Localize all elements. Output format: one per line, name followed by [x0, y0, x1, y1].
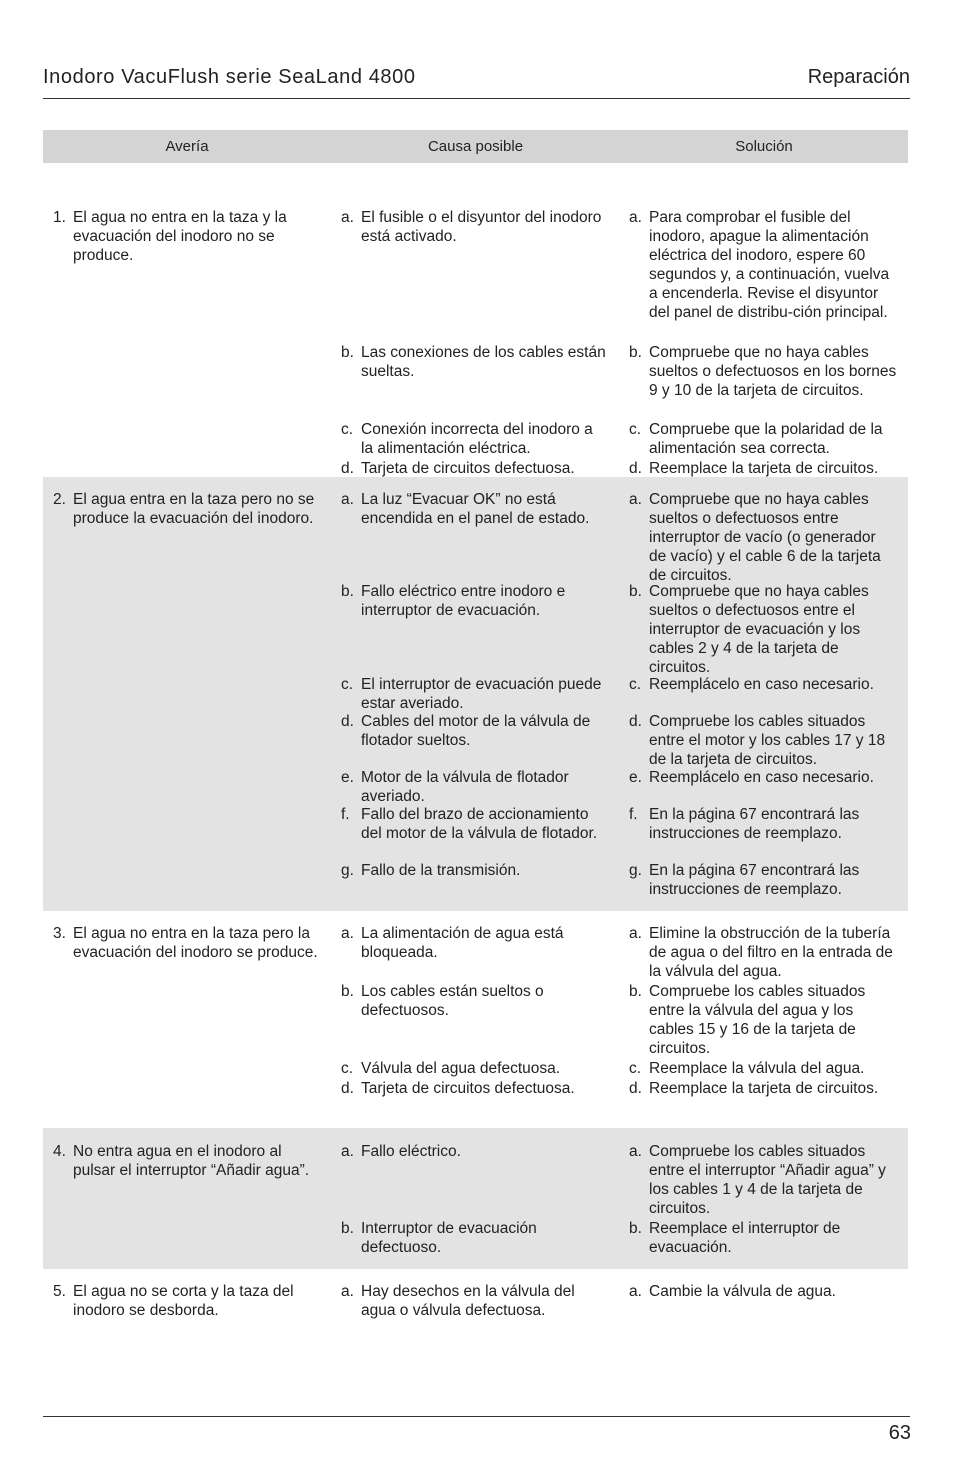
problem-3: 3. El agua no entra en la taza pero la evacuación del inodoro se produce.	[53, 925, 318, 961]
solution-item: c. Reemplace la válvula del agua.	[629, 1060, 865, 1077]
solution-item: d. Reemplace la tarjeta de circuitos.	[629, 460, 879, 477]
column-header-solucion: Solución	[735, 138, 793, 155]
cause-item: b. Fallo eléctrico entre inodoro e interruptor de evacuación.	[341, 583, 566, 619]
solution-item: a. Elimine la obstrucción de la tubería de agua o del filtro en la entrada de la válvula del agua.	[629, 925, 893, 980]
table-row	[43, 1128, 908, 1269]
cause-item: a. La alimentación de agua está bloqueada.	[341, 925, 564, 961]
cause-item: d. Tarjeta de circuitos defectuosa.	[341, 460, 575, 477]
solution-item: f. En la página 67 encontrará las instrucciones de reemplazo.	[629, 806, 860, 842]
cause-item: b. Interruptor de evacuación defectuoso.	[341, 1220, 537, 1256]
table-row	[43, 911, 908, 1128]
solution-item: b. Compruebe los cables situados entre la válvula del agua y los cables 15 y 16 de la tarjeta de circuitos.	[629, 983, 866, 1057]
cause-item: a. El fusible o el disyuntor del inodoro está activado.	[341, 209, 602, 245]
solution-item: b. Compruebe que no haya cables sueltos o defectuosos en los bornes 9 y 10 de la tarjeta de circuitos.	[629, 344, 897, 399]
solution-item: a. Compruebe los cables situados entre el interruptor “Añadir agua” y los cables 1 y 4 de la tarjeta de circuitos.	[629, 1143, 886, 1217]
page-header	[43, 64, 910, 99]
cause-item: d. Cables del motor de la válvula de flotador sueltos.	[341, 713, 591, 749]
solution-item: g. En la página 67 encontrará las instrucciones de reemplazo.	[629, 862, 860, 898]
problem-5: 5. El agua no se corta y la taza del inodoro se desborda.	[53, 1283, 294, 1319]
cause-item: c. Válvula del agua defectuosa.	[341, 1060, 561, 1077]
cause-item: c. El interruptor de evacuación puede estar averiado.	[341, 676, 602, 712]
cause-item: f. Fallo del brazo de accionamiento del motor de la válvula de flotador.	[341, 806, 598, 842]
page-number: 63	[888, 1422, 911, 1444]
problem-2: 2. El agua entra en la taza pero no se produce la evacuación del inodoro.	[53, 491, 315, 527]
cause-item: b. Las conexiones de los cables están sueltas.	[341, 344, 606, 380]
cause-item: d. Tarjeta de circuitos defectuosa.	[341, 1080, 575, 1097]
cause-item: b. Los cables están sueltos o defectuosos.	[341, 983, 544, 1019]
cause-item: c. Conexión incorrecta del inodoro a la alimentación eléctrica.	[341, 421, 593, 457]
solution-item: a. Compruebe que no haya cables sueltos o defectuosos entre interruptor de vacío (o generador de vacío) y el cable 6 de la tarjeta de circuitos.	[629, 491, 881, 584]
solution-item: c. Reemplácelo en caso necesario.	[629, 676, 874, 693]
column-header-averia: Avería	[165, 138, 209, 155]
solution-item: d. Reemplace la tarjeta de circuitos.	[629, 1080, 879, 1097]
solution-item: d. Compruebe los cables situados entre el motor y los cables 17 y 18 de la tarjeta de circuitos.	[629, 713, 886, 768]
solution-item: b. Reemplace el interruptor de evacuación.	[629, 1220, 841, 1256]
cause-item: a. Hay desechos en la válvula del agua o válvula defectuosa.	[341, 1283, 575, 1319]
troubleshooting-table	[43, 130, 908, 1359]
table-row	[43, 477, 908, 911]
footer-divider	[43, 1416, 910, 1417]
cause-item: g. Fallo de la transmisión.	[341, 862, 521, 879]
cause-item: a. Fallo eléctrico.	[341, 1143, 461, 1160]
column-header-causa: Causa posible	[427, 138, 524, 155]
solution-item: b. Compruebe que no haya cables sueltos o defectuosos entre el interruptor de evacuación y los cables 2 y 4 de la tarjeta de circuitos.	[629, 583, 869, 676]
problem-4: 4. No entra agua en el inodoro al pulsar el interruptor “Añadir agua”.	[53, 1143, 310, 1179]
problem-1: 1. El agua no entra en la taza y la evacuación del inodoro no se produce.	[53, 209, 287, 264]
solution-item: a. Para comprobar el fusible del inodoro, apague la alimentación eléctrica del inodoro, espere 60 segundos y, a continuación, vuelva a encenderla. Revise el disyuntor del panel de distribu-ción principal.	[629, 209, 890, 321]
section-title: Reparación	[807, 66, 910, 88]
table-row	[43, 1269, 908, 1359]
cause-item: e. Motor de la válvula de flotador averiado.	[341, 769, 569, 805]
solution-item: a. Cambie la válvula de agua.	[629, 1283, 836, 1300]
solution-item: e. Reemplácelo en caso necesario.	[629, 769, 874, 786]
table-header	[43, 130, 908, 163]
table-row	[43, 163, 908, 477]
solution-item: c. Compruebe que la polaridad de la alimentación sea correcta.	[629, 421, 883, 457]
document-title: Inodoro VacuFlush serie SeaLand 4800	[43, 66, 416, 88]
cause-item: a. La luz “Evacuar OK” no está encendida en el panel de estado.	[341, 491, 590, 527]
